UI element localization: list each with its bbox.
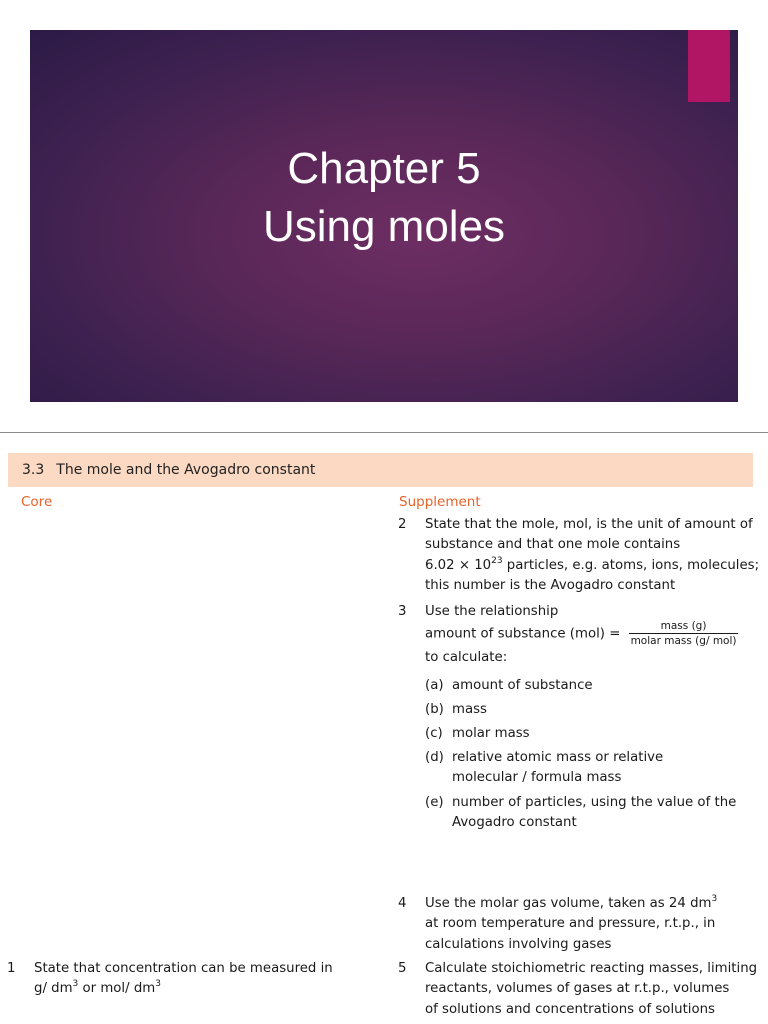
supplement-heading: Supplement <box>399 494 481 510</box>
slide-title-line2: Using moles <box>262 202 506 251</box>
item-line <box>425 556 765 576</box>
item-number: 2 <box>398 517 407 532</box>
item-line: calculations involving gases <box>425 936 612 952</box>
item-line <box>425 894 765 914</box>
sub-text: mass <box>452 702 487 717</box>
item-line: at room temperature and pressure, r.t.p., in <box>425 916 716 932</box>
item-line: Calculate stoichiometric reacting masses, limiting <box>425 961 758 976</box>
item-text: particles, e.g. atoms, ions, molecules; <box>502 557 760 573</box>
item-number: 3 <box>398 604 407 619</box>
slide-title-line1: Chapter 5 <box>287 144 481 193</box>
sub-text: molecular / formula mass <box>452 770 622 785</box>
sub-label: (b) <box>425 702 444 717</box>
moles-formula <box>425 620 765 648</box>
item-line: State that the mole, mol, is the unit of amount of <box>425 517 753 532</box>
sub-text: amount of substance <box>452 678 593 693</box>
slide-accent-tab <box>688 30 730 102</box>
item-line <box>34 979 374 999</box>
sub-label: (c) <box>425 726 443 741</box>
section-title: The mole and the Avogadro constant <box>56 462 316 478</box>
sub-label: (a) <box>425 678 444 693</box>
formula-fraction <box>629 620 739 647</box>
page-divider <box>0 432 768 433</box>
item-line: to calculate: <box>425 650 508 666</box>
item-line: reactants, volumes of gases at r.t.p., volumes <box>425 981 730 997</box>
exponent: 3 <box>155 979 161 990</box>
item-number: 5 <box>398 961 407 976</box>
item-text: Use the molar gas volume, taken as 24 dm <box>425 896 712 911</box>
sub-text: Avogadro constant <box>452 815 577 830</box>
exponent: 3 <box>72 979 79 990</box>
section-number: 3.3 <box>22 462 45 478</box>
item-text: or mol/ dm <box>78 981 156 997</box>
exponent: 23 <box>491 555 503 566</box>
avogadro-number: 6.02 × 10 <box>425 557 492 573</box>
item-line: Use the relationship <box>425 604 559 619</box>
item-number: 4 <box>398 896 407 911</box>
item-line: substance and that one mole contains <box>425 537 681 553</box>
formula-denominator: molar mass (g/ mol) <box>630 635 737 648</box>
core-heading: Core <box>21 494 53 510</box>
sub-text: relative atomic mass or relative <box>452 750 664 765</box>
sub-label: (e) <box>425 795 444 810</box>
slide-title <box>30 140 738 256</box>
sub-text: number of particles, using the value of the <box>452 795 737 810</box>
exponent: 3 <box>711 894 718 904</box>
sub-text: molar mass <box>452 726 530 741</box>
item-line: this number is the Avogadro constant <box>425 577 676 593</box>
sub-label: (d) <box>425 750 444 765</box>
item-number: 1 <box>7 961 16 976</box>
item-line: State that concentration can be measured in <box>34 961 333 976</box>
item-text: g/ dm <box>34 981 73 997</box>
item-line: of solutions and concentrations of solutions <box>425 1001 715 1017</box>
formula-lhs: amount of substance (mol) = <box>425 626 621 642</box>
formula-numerator: mass (g) <box>660 620 707 633</box>
section-header <box>8 453 753 487</box>
